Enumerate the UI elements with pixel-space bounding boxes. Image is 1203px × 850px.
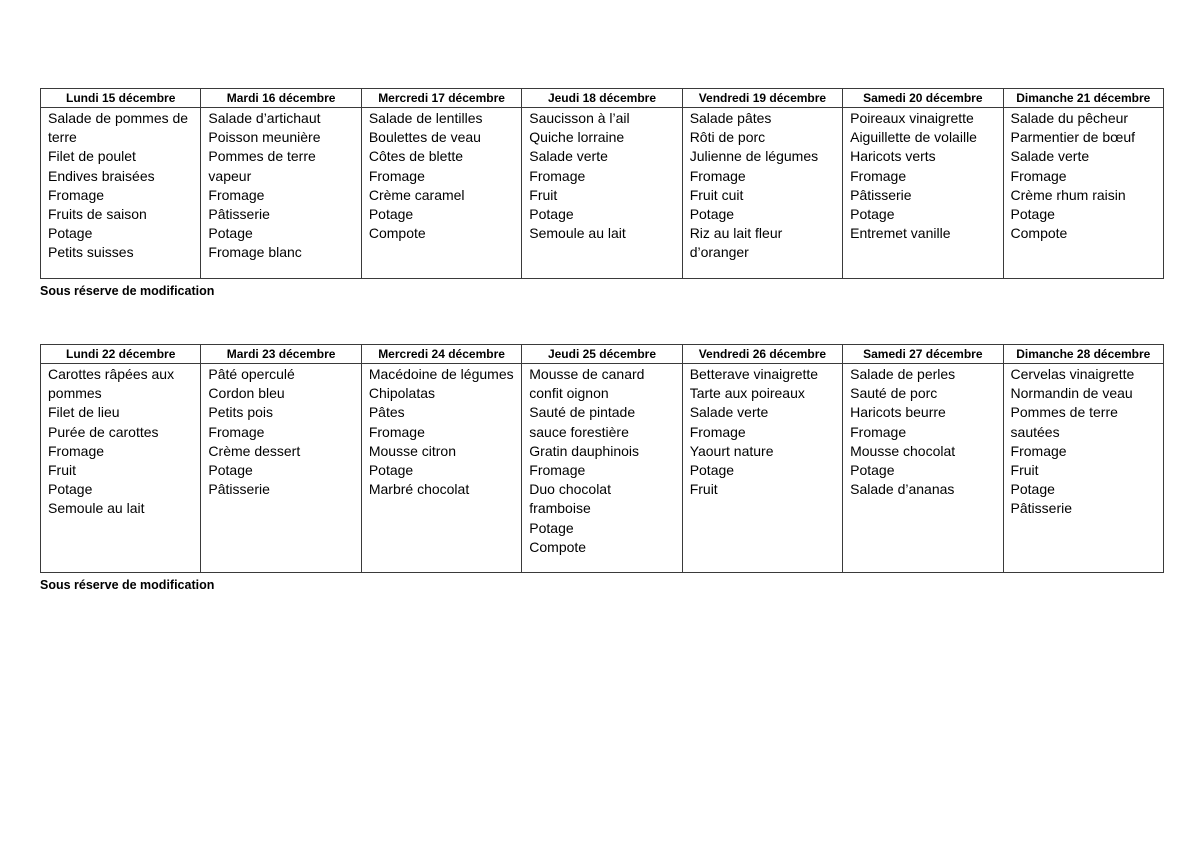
day-menu [201, 364, 361, 573]
menu-item: Potage [1010, 481, 1055, 498]
menu-item: Pâtisserie [1010, 500, 1072, 517]
menu-item: Potage [850, 206, 895, 223]
menu-item: Salade pâtes [689, 110, 772, 126]
menu-item: Salade verte [689, 404, 769, 421]
menu-item: Pâtisserie [850, 186, 912, 203]
day-menu [843, 108, 1003, 279]
menu-item: Saucisson à l’ail [529, 110, 630, 126]
menu-item: Fromage [850, 167, 907, 184]
menu-item: Fromage blanc [208, 244, 302, 261]
menu-item: Semoule au lait [529, 225, 626, 242]
day-header: Lundi 15 décembre [41, 89, 201, 108]
menu-item: Tarte aux poireaux [689, 385, 805, 402]
menu-item: Crème caramel [368, 186, 465, 203]
day-header-row [41, 89, 1164, 108]
menu-item: Normandin de veau [1010, 385, 1133, 402]
week-menu-1 [40, 88, 1164, 299]
menu-item: Quiche lorraine [529, 129, 625, 146]
disclaimer-note: Sous réserve de modification [40, 578, 215, 592]
menu-item: Salade d’ananas [850, 481, 955, 498]
menu-item: Compote [529, 538, 587, 555]
menu-item: Côtes de blette [368, 148, 464, 165]
disclaimer-note: Sous réserve de modification [40, 284, 215, 298]
menu-table [40, 344, 1164, 573]
day-header: Samedi 27 décembre [843, 345, 1003, 364]
menu-item: Salade du pêcheur [1010, 110, 1129, 126]
menu-item: Fruit cuit [689, 186, 744, 203]
menu-item: Fromage [48, 442, 105, 459]
menu-item: Fruit [48, 462, 76, 479]
menu-item: Purée de carottes [48, 423, 159, 440]
menu-item: Mousse de canard confit oignon [529, 366, 645, 402]
menu-item: Potage [208, 225, 253, 242]
menu-item: Pâtisserie [208, 206, 270, 223]
menu-item: Fromage [850, 423, 907, 440]
day-header: Mardi 16 décembre [201, 89, 361, 108]
menu-item: Boulettes de veau [368, 129, 481, 146]
menu-item: Chipolatas [368, 385, 435, 402]
day-header: Vendredi 19 décembre [682, 89, 842, 108]
menu-item: Julienne de légumes [689, 148, 819, 165]
menu-item: Marbré chocolat [368, 481, 470, 498]
day-header: Mercredi 17 décembre [361, 89, 521, 108]
menu-item: Fromage [1010, 167, 1067, 184]
menu-item: Petits suisses [48, 244, 134, 261]
menu-item: Salade de lentilles [368, 110, 483, 126]
menu-item: Filet de lieu [48, 404, 120, 421]
menu-item: Salade de perles [850, 366, 956, 382]
menu-item: Compote [1010, 225, 1068, 242]
day-menu [682, 364, 842, 573]
day-header: Samedi 20 décembre [843, 89, 1003, 108]
day-menu [1003, 108, 1163, 279]
day-header: Jeudi 18 décembre [522, 89, 682, 108]
day-menu-row [41, 364, 1164, 573]
menu-item: Fromage [208, 186, 265, 203]
menu-item: Fromage [368, 423, 425, 440]
menu-item: Fromage [368, 167, 425, 184]
menu-item: Potage [529, 519, 574, 536]
day-menu [682, 108, 842, 279]
menu-item: Potage [208, 462, 253, 479]
menu-item: Fruit [1010, 462, 1039, 479]
menu-item: Sauté de porc [850, 385, 938, 402]
menu-item: Crème rhum raisin [1010, 186, 1126, 203]
menu-item: Pommes de terre sautées [1010, 404, 1118, 440]
menu-item: Potage [368, 462, 414, 479]
day-menu [522, 364, 682, 573]
menu-item: Fromage [529, 167, 586, 184]
menu-item: Potage [1010, 206, 1055, 223]
menu-item: Haricots verts [850, 148, 936, 165]
menu-item: Fromage [48, 186, 105, 203]
day-header: Dimanche 28 décembre [1003, 345, 1163, 364]
day-menu [361, 364, 521, 573]
day-menu [41, 108, 201, 279]
day-menu [1003, 364, 1163, 573]
day-header: Dimanche 21 décembre [1003, 89, 1163, 108]
menu-item: Potage [689, 206, 735, 223]
day-menu-row [41, 108, 1164, 279]
menu-item: Macédoine de légumes [368, 366, 514, 382]
day-header: Vendredi 26 décembre [682, 345, 842, 364]
menu-item: Fruit [529, 186, 558, 203]
menu-item: Yaourt nature [689, 442, 774, 459]
menu-item: Fromage [1010, 442, 1067, 459]
menu-item: Fromage [689, 423, 746, 440]
menu-item: Poireaux vinaigrette [850, 110, 974, 126]
menu-item: Salade verte [1010, 148, 1090, 165]
menu-item: Crème dessert [208, 442, 301, 459]
menu-item: Cervelas vinaigrette [1010, 366, 1135, 382]
menu-item: Fromage [689, 167, 746, 184]
menu-item: Potage [48, 481, 93, 498]
menu-item: Betterave vinaigrette [689, 366, 819, 382]
menu-item: Duo chocolat framboise [529, 481, 611, 517]
week-menu-2 [40, 344, 1164, 593]
menu-item: Fruits de saison [48, 206, 147, 223]
menu-item: Potage [529, 206, 574, 223]
menu-item: Potage [689, 462, 735, 479]
day-menu [843, 364, 1003, 573]
menu-item: Riz au lait fleur d’oranger [689, 225, 783, 261]
menu-item: Endives braisées [48, 167, 155, 184]
menu-table [40, 88, 1164, 279]
menu-item: Pâté operculé [208, 366, 295, 382]
day-menu [361, 108, 521, 279]
menu-item: Haricots beurre [850, 404, 946, 421]
day-menu [41, 364, 201, 573]
menu-item: Aiguillette de volaille [850, 129, 977, 146]
menu-item: Mousse chocolat [850, 442, 956, 459]
menu-item: Fromage [529, 462, 586, 479]
menu-item: Pommes de terre vapeur [208, 148, 316, 184]
day-header: Lundi 22 décembre [41, 345, 201, 364]
menu-item: Semoule au lait [48, 500, 145, 517]
menu-item: Potage [368, 206, 414, 223]
menu-item: Potage [850, 462, 895, 479]
menu-item: Cordon bleu [208, 385, 285, 402]
menu-item: Potage [48, 225, 93, 242]
menu-item: Rôti de porc [689, 129, 766, 146]
menu-item: Entremet vanille [850, 225, 951, 242]
menu-item: Carottes râpées aux pommes [48, 366, 175, 402]
menu-item: Salade d’artichaut [208, 110, 321, 126]
menu-item: Sauté de pintade sauce forestière [529, 404, 636, 440]
menu-item: Fruit [689, 481, 718, 498]
menu-item: Parmentier de bœuf [1010, 129, 1136, 146]
menu-item: Mousse citron [368, 442, 456, 459]
menu-item: Poisson meunière [208, 129, 321, 146]
menu-item: Fromage [208, 423, 265, 440]
day-header: Jeudi 25 décembre [522, 345, 682, 364]
day-menu [201, 108, 361, 279]
menu-item: Filet de poulet [48, 148, 136, 165]
menu-item: Salade verte [529, 148, 608, 165]
menu-item: Pâtes [368, 404, 405, 421]
menu-item: Salade de pommes de terre [48, 110, 189, 146]
day-menu [522, 108, 682, 279]
menu-item: Pâtisserie [208, 481, 270, 498]
menu-item: Compote [368, 225, 426, 242]
day-header-row [41, 345, 1164, 364]
day-header: Mercredi 24 décembre [361, 345, 521, 364]
menu-item: Gratin dauphinois [529, 442, 640, 459]
menu-item: Petits pois [208, 404, 274, 421]
day-header: Mardi 23 décembre [201, 345, 361, 364]
